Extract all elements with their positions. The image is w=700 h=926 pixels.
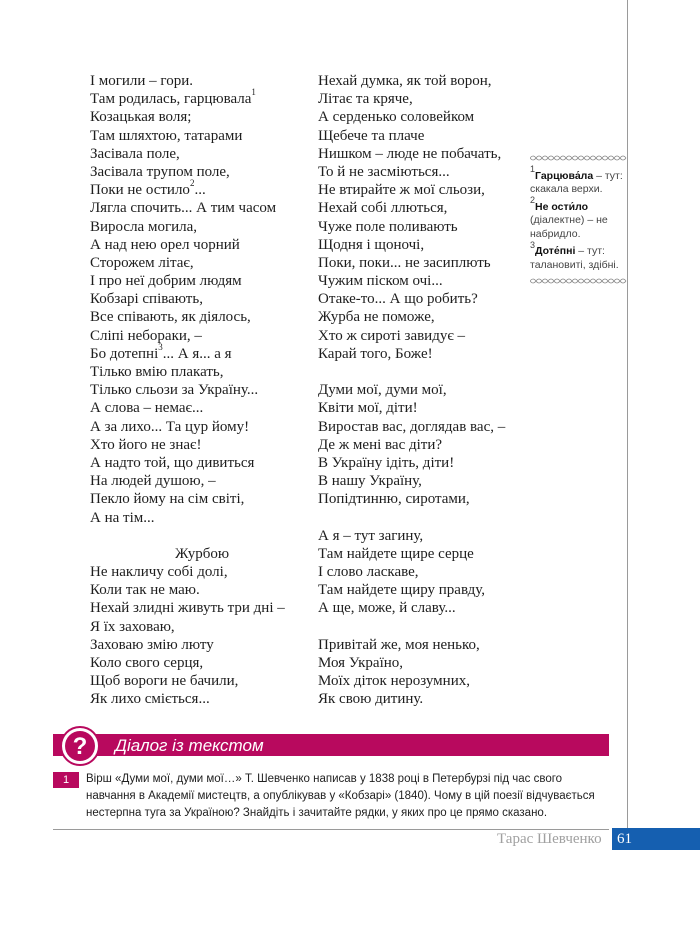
- footnote-ref: 2: [189, 178, 195, 189]
- poem-line: Там найдете щиру правду,: [318, 582, 486, 599]
- poem-line: Все співають, як діялось,: [90, 309, 251, 326]
- glossary-item-1: $^1$Гарцюва́ла – тут: скакала верхи.: [530, 164, 623, 195]
- poem-line: В Україну ідіть, діти!: [318, 454, 455, 471]
- poem-line: Карай того, Боже!: [318, 345, 433, 362]
- poem-line: Хто ж сироті завидує –: [318, 327, 466, 344]
- poem-line: Засівала трупом поле,: [90, 163, 230, 180]
- poem-line: Нехай собі ллються,: [318, 200, 448, 217]
- poem-column-right: [318, 72, 528, 709]
- poem-line: І про неї добрим людям: [90, 273, 242, 290]
- poem-line: Я їх заховаю,: [90, 618, 175, 635]
- stanza-break: [90, 527, 300, 545]
- poem-line: Тілько сльози за Україну...: [90, 382, 259, 399]
- poem-line: Коло свого серця,: [90, 655, 204, 671]
- poem-line: Привітай же, моя ненько,: [318, 636, 480, 653]
- poem-line: Моя Україно,: [318, 655, 404, 671]
- poem-line: Виросла могила,: [90, 218, 198, 235]
- poem-line: А слова – немає...: [90, 400, 204, 417]
- poem-line: Заховаю змію люту: [90, 636, 214, 653]
- poem-line: В нашу Україну,: [318, 473, 422, 490]
- poem-line: Моїх діток нерозумних,: [318, 673, 470, 690]
- poem-line: Кобзарі співають,: [90, 291, 203, 308]
- poem-line: Отаке-то... А що робить?: [318, 291, 478, 308]
- poem-line: Коли так не маю.: [90, 582, 200, 599]
- wave-divider-bottom: [530, 277, 628, 285]
- poem-line: А надто той, що дивиться: [90, 454, 255, 471]
- svg-text:?: ?: [72, 733, 88, 760]
- poem-line: Бо дотепні$^3$... А я... а я: [90, 341, 232, 362]
- poem-line: Нехай думка, як той ворон,: [318, 73, 492, 89]
- poem-line: Поки не остило$^2$...: [90, 178, 206, 199]
- poem-line: Хто його не знає!: [90, 436, 202, 453]
- poem-line: Поки, поки... не засиплють: [318, 254, 491, 271]
- poem-line: Пекло йому на сім світі,: [90, 491, 245, 508]
- poem-line: На людей душою, –: [90, 473, 216, 490]
- poem-title: Журбою: [175, 545, 230, 562]
- poem-line: Там родилась, гарцювала$^1$: [90, 87, 256, 108]
- margin-rule: [627, 0, 628, 846]
- poem-line: А за лихо... Та цур йому!: [90, 418, 250, 435]
- poem-line: Виростав вас, доглядав вас, –: [318, 418, 506, 435]
- page-number: 61: [617, 831, 632, 847]
- poem-line: Нишком – люде не побачать,: [318, 145, 502, 162]
- poem-line: Не накличу собі долі,: [90, 564, 228, 581]
- poem-line: Квіти мої, діти!: [318, 400, 418, 417]
- glossary-item-3: $^3$Доте́пні – тут: талановиті, здібні.: [530, 239, 619, 271]
- poem-line: Лягла спочить... А тим часом: [90, 200, 277, 217]
- stanza-break: [318, 618, 528, 636]
- section-title: Діалог із текстом: [115, 736, 264, 755]
- poem-line: Не втирайте ж мої сльози,: [318, 182, 485, 199]
- wave-divider-top: [530, 154, 628, 162]
- poem-line: А ще, може, й славу...: [318, 600, 456, 617]
- poem-column-left: [90, 72, 300, 709]
- poem-line: Засівала поле,: [90, 145, 180, 162]
- task-text: Вірш «Думи мої, думи мої…» Т. Шевченко написав у 1838 році в Петербурзі під час свого навчання в Академії мистецтв, а опублікував у «Кобзарі» (1840). Чому в цій поезії відчувається нестерпна туга за Україною? Знайдіть і зачитайте рядки, у яких про це прямо сказано.: [86, 773, 595, 819]
- poem-line: Щодня і щоночі,: [318, 236, 425, 253]
- task-number: 1: [53, 772, 79, 788]
- poem-line: А на тім...: [90, 509, 155, 526]
- poem-line: Попідтинню, сиротами,: [318, 491, 470, 508]
- poem-line: Козацькая воля;: [90, 109, 192, 126]
- poem-line: Сліпі небораки, –: [90, 327, 202, 344]
- poem-line: А серденько соловейком: [318, 109, 475, 126]
- glossary-item-2: $^2$Не ости́ло (діалектне) – не набридло.: [530, 195, 608, 240]
- poem-line: Як лихо сміється...: [90, 691, 210, 708]
- poem-line: А я – тут загину,: [318, 527, 424, 544]
- poem-line: Щебече та плаче: [318, 127, 425, 144]
- footer-author: Тарас Шевченко: [497, 831, 602, 847]
- poem-line: А над нею орел чорний: [90, 236, 240, 253]
- poem-line: Нехай злидні живуть три дні –: [90, 600, 285, 617]
- poem-line: Тілько вмію плакать,: [90, 364, 224, 380]
- poem-line: Журба не поможе,: [318, 309, 435, 326]
- poem-line: Як свою дитину.: [318, 691, 424, 708]
- poem-line: То й не засміються...: [318, 163, 450, 180]
- poem-line: Сторожем літає,: [90, 254, 194, 271]
- stanza-break: [318, 509, 528, 527]
- poem-line: І могили – гори.: [90, 73, 193, 89]
- poem-line: Думи мої, думи мої,: [318, 382, 447, 399]
- poem-line: Де ж мені вас діти?: [318, 436, 443, 453]
- footnote-ref: 3: [158, 341, 163, 352]
- poem-line: І слово ласкаве,: [318, 564, 419, 581]
- poem-line: Там шляхтою, татарами: [90, 127, 243, 144]
- footnote-ref: 1: [251, 87, 256, 98]
- poem-line: Літає та кряче,: [318, 91, 413, 108]
- glossary-notes: [530, 153, 628, 290]
- question-mark-icon: [60, 726, 100, 766]
- poem-line: Чужим піском очі...: [318, 273, 443, 290]
- poem-line: Чуже поле поливають: [318, 218, 458, 235]
- poem-line: Щоб вороги не бачили,: [90, 673, 239, 690]
- stanza-break: [318, 363, 528, 381]
- poem-line: Там найдете щире серце: [318, 545, 474, 562]
